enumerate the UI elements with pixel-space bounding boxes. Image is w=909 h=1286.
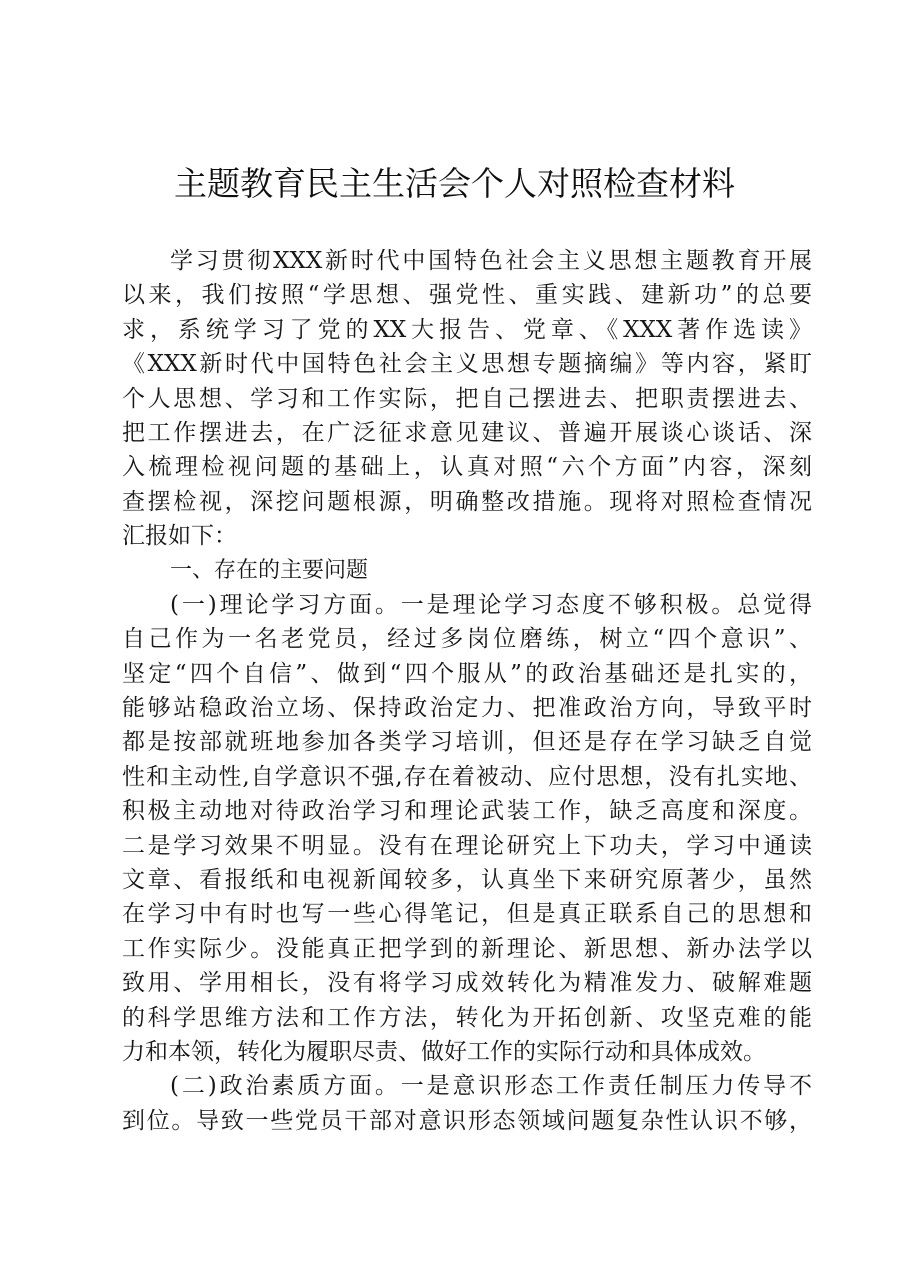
paragraph-line: 力和本领，转化为履职尽责、做好工作的实际行动和具体成效。	[122, 1038, 766, 1065]
paragraph-line: (一)理论学习方面。一是理论学习态度不够积极。总觉得	[170, 591, 812, 618]
paragraph-line: 二是学习效果不明显。没有在理论研究上下功夫，学习中通读	[122, 832, 812, 859]
paragraph-line: 到位。导致一些党员干部对意识形态领域问题复杂性认识不够，	[122, 1107, 812, 1134]
paragraph-line: 个人思想、学习和工作实际，把自己摆进去、把职责摆进去、	[122, 385, 812, 412]
document-title: 主题教育民主生活会个人对照检查材料	[174, 164, 735, 203]
paragraph-line: 查摆检视，深挖问题根源，明确整改措施。现将对照检查情况	[122, 488, 812, 515]
paragraph-line: 坚定“四个自信”、做到“四个服从”的政治基础还是扎实的，	[122, 660, 812, 687]
political-quality-paragraph	[122, 1069, 812, 1138]
document-body	[122, 244, 812, 1138]
paragraph-line: 入梳理检视问题的基础上，认真对照“六个方面”内容，深刻	[122, 454, 812, 481]
paragraph-line: 自己作为一名老党员，经过多岗位磨练，树立“四个意识”、	[122, 626, 812, 653]
paragraph-line: 文章、看报纸和电视新闻较多，认真坐下来研究原著少，虽然	[122, 867, 812, 894]
section-heading: 一、存在的主要问题	[170, 557, 369, 583]
paragraph-line: 能够站稳政治立场、保持政治定力、把准政治方向，导致平时	[122, 695, 812, 722]
paragraph-line: 致用、学用相长，没有将学习成效转化为精准发力、破解难题	[122, 970, 812, 997]
intro-paragraph	[122, 244, 812, 554]
paragraph-line: 《XXX新时代中国特色社会主义思想专题摘编》等内容，紧盯	[122, 351, 812, 378]
paragraph-line: 都是按部就班地参加各类学习培训，但还是存在学习缺乏自觉	[122, 729, 812, 756]
theory-study-paragraph	[122, 588, 812, 1069]
paragraph-line: (二)政治素质方面。一是意识形态工作责任制压力传导不	[170, 1073, 812, 1100]
paragraph-line: 的科学思维方法和工作方法，转化为开拓创新、攻坚克难的能	[122, 1004, 812, 1031]
paragraph-line: 学习贯彻XXX新时代中国特色社会主义思想主题教育开展	[170, 248, 812, 274]
paragraph-line: 性和主动性,自学意识不强,存在着被动、应付思想，没有扎实地、	[122, 763, 812, 790]
paragraph-line: 把工作摆进去，在广泛征求意见建议、普遍开展谈心谈话、深	[122, 419, 812, 446]
paragraph-line: 工作实际少。没能真正把学到的新理论、新思想、新办法学以	[122, 935, 812, 962]
paragraph-line: 求，系统学习了党的XX大报告、党章、《XXX著作选读》	[122, 316, 812, 343]
paragraph-line: 积极主动地对待政治学习和理论武装工作，缺乏高度和深度。	[122, 798, 812, 825]
paragraph-line: 在学习中有时也写一些心得笔记，但是真正联系自己的思想和	[122, 901, 812, 928]
paragraph-line: 汇报如下：	[122, 523, 237, 550]
paragraph-line: 以来，我们按照“学思想、强党性、重实践、建新功”的总要	[122, 282, 812, 309]
